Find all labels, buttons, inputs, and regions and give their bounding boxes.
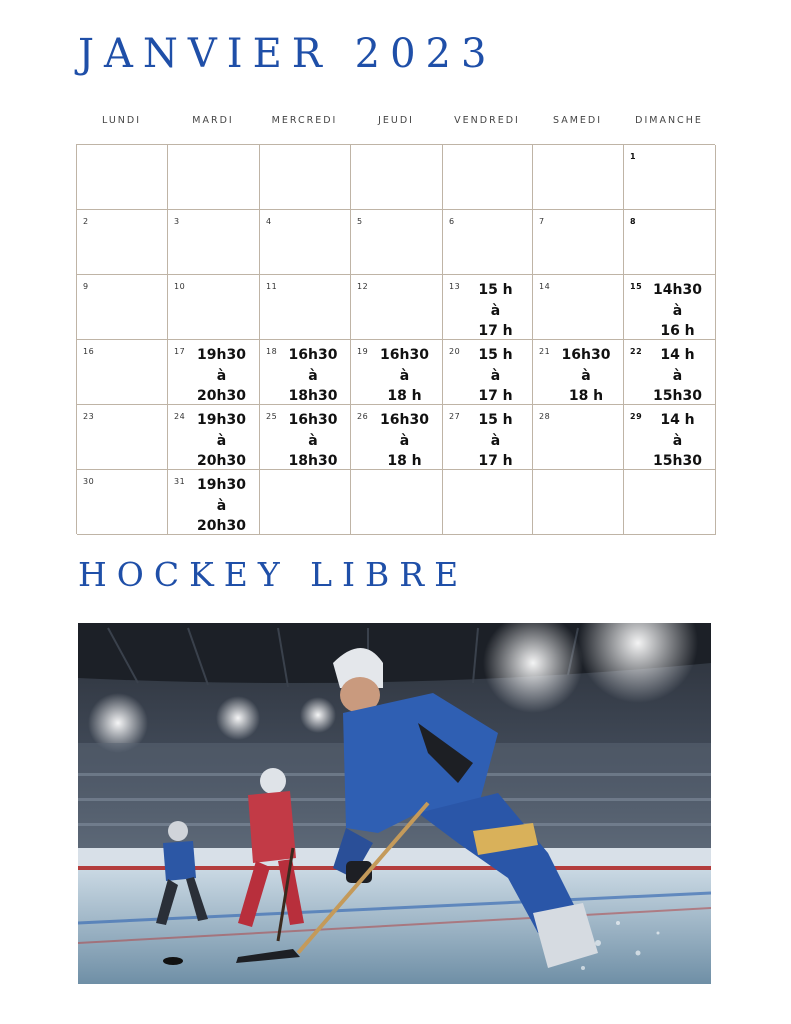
day-number: 10 [174, 282, 186, 291]
calendar-day-cell [260, 470, 351, 535]
day-number: 12 [357, 282, 369, 291]
day-number: 25 [266, 412, 278, 421]
day-number: 15 [630, 282, 643, 291]
session-time [459, 280, 532, 342]
day-number: 7 [539, 217, 545, 226]
calendar-day-cell [533, 470, 624, 535]
day-number: 30 [83, 477, 95, 486]
session-time-to: 18h30 [288, 388, 338, 404]
session-time-sep: à [399, 432, 410, 449]
session-time [184, 410, 259, 472]
day-number: 5 [357, 217, 363, 226]
day-number: 31 [174, 477, 186, 486]
calendar-day-cell [260, 145, 351, 210]
calendar-day-cell [624, 340, 716, 405]
day-number: 4 [266, 217, 272, 226]
day-number: 18 [266, 347, 278, 356]
session-time [459, 410, 532, 472]
calendar-day-cell [624, 275, 716, 340]
day-number: 26 [357, 412, 369, 421]
weekday-header: VENDREDI [454, 115, 520, 126]
calendar-day-cell [77, 340, 168, 405]
day-number: 6 [449, 217, 455, 226]
calendar-day-cell [443, 210, 533, 275]
calendar-day-cell [351, 275, 443, 340]
day-number: 11 [266, 282, 278, 291]
day-number: 1 [630, 152, 637, 161]
weekday-header: MERCREDI [271, 115, 338, 126]
session-time-from: 15 h [478, 347, 513, 363]
session-time-from: 14 h [660, 412, 695, 428]
weekday-header-row [76, 114, 715, 128]
session-time [459, 345, 532, 407]
hockey-photo [78, 623, 711, 984]
calendar-day-cell [533, 340, 624, 405]
calendar-day-cell [260, 340, 351, 405]
section-title: HOCKEY LIBRE [78, 555, 469, 594]
day-number: 9 [83, 282, 89, 291]
calendar-day-cell [77, 405, 168, 470]
page-title: JANVIER 2023 [78, 31, 497, 77]
session-time-sep: à [216, 497, 227, 514]
weekday-header: MARDI [192, 115, 234, 126]
calendar-day-cell [533, 405, 624, 470]
session-time-sep: à [308, 432, 318, 449]
session-time [640, 410, 715, 472]
calendar-day-cell [260, 405, 351, 470]
calendar-day-cell [168, 145, 260, 210]
session-time-to: 15h30 [653, 453, 702, 469]
session-time-to: 18h30 [288, 453, 338, 469]
calendar-day-cell [443, 340, 533, 405]
session-time-from: 15 h [478, 282, 513, 298]
calendar-day-cell [168, 470, 260, 535]
day-number: 29 [630, 412, 643, 421]
session-time-to: 17 h [478, 453, 513, 469]
day-number: 8 [630, 217, 637, 226]
session-time-from: 19h30 [197, 412, 246, 428]
session-time-to: 20h30 [197, 453, 246, 469]
weekday-header: LUNDI [102, 115, 141, 126]
session-time-from: 16h30 [561, 347, 611, 363]
session-time-to: 15h30 [653, 388, 702, 404]
weekday-header: JEUDI [378, 115, 414, 126]
session-time-sep: à [216, 432, 227, 449]
session-time-sep: à [672, 432, 683, 449]
session-time-sep: à [490, 432, 501, 449]
calendar-day-cell [260, 210, 351, 275]
session-time-sep: à [672, 302, 683, 319]
calendar-day-cell [351, 470, 443, 535]
calendar-day-cell [168, 405, 260, 470]
day-number: 24 [174, 412, 186, 421]
session-time-from: 19h30 [197, 477, 246, 493]
session-time [184, 475, 259, 537]
calendar-day-cell [624, 405, 716, 470]
calendar-day-cell [77, 470, 168, 535]
calendar-day-cell [443, 275, 533, 340]
session-time [276, 410, 350, 472]
calendar-day-cell [351, 210, 443, 275]
calendar-day-cell [168, 340, 260, 405]
calendar-day-cell [77, 145, 168, 210]
session-time-to: 20h30 [197, 518, 246, 534]
session-time-from: 16h30 [288, 347, 338, 363]
day-number: 16 [83, 347, 95, 356]
session-time-sep: à [672, 367, 683, 384]
calendar-day-cell [443, 145, 533, 210]
day-number: 2 [83, 217, 89, 226]
session-time-to: 20h30 [197, 388, 246, 404]
calendar-day-cell [624, 145, 716, 210]
calendar-day-cell [168, 210, 260, 275]
session-time-sep: à [399, 367, 410, 384]
calendar-day-cell [624, 210, 716, 275]
calendar-day-cell [624, 470, 716, 535]
session-time-to: 18 h [387, 388, 422, 404]
calendar-day-cell [533, 275, 624, 340]
calendar-day-cell [168, 275, 260, 340]
day-number: 13 [449, 282, 461, 291]
session-time-to: 18 h [568, 388, 604, 404]
calendar-grid [76, 144, 715, 534]
calendar-day-cell [77, 210, 168, 275]
session-time-from: 16h30 [380, 347, 429, 363]
session-time [367, 345, 442, 407]
weekday-header: DIMANCHE [635, 115, 703, 126]
session-time [549, 345, 623, 407]
session-time [640, 280, 715, 342]
day-number: 27 [449, 412, 461, 421]
weekday-header: SAMEDI [552, 115, 603, 126]
session-time-sep: à [308, 367, 318, 384]
calendar-day-cell [533, 210, 624, 275]
session-time-to: 17 h [478, 388, 513, 404]
session-time [276, 345, 350, 407]
calendar-day-cell [260, 275, 351, 340]
day-number: 21 [539, 347, 551, 356]
calendar-day-cell [443, 405, 533, 470]
calendar-day-cell [77, 275, 168, 340]
session-time-to: 17 h [478, 323, 513, 339]
calendar-day-cell [351, 145, 443, 210]
calendar-day-cell [351, 340, 443, 405]
calendar-day-cell [533, 145, 624, 210]
day-number: 22 [630, 347, 643, 356]
session-time-from: 14h30 [653, 282, 702, 298]
day-number: 23 [83, 412, 95, 421]
session-time-to: 18 h [387, 453, 422, 469]
session-time-to: 16 h [660, 323, 695, 339]
session-time-sep: à [490, 302, 501, 319]
session-time-from: 16h30 [380, 412, 429, 428]
day-number: 17 [174, 347, 186, 356]
session-time [640, 345, 715, 407]
day-number: 20 [449, 347, 461, 356]
session-time-sep: à [581, 367, 591, 384]
session-time-from: 14 h [660, 347, 695, 363]
day-number: 14 [539, 282, 551, 291]
calendar-day-cell [443, 470, 533, 535]
session-time-from: 15 h [478, 412, 513, 428]
session-time-from: 16h30 [288, 412, 338, 428]
session-time-sep: à [490, 367, 501, 384]
day-number: 19 [357, 347, 369, 356]
session-time-sep: à [216, 367, 227, 384]
day-number: 28 [539, 412, 551, 421]
day-number: 3 [174, 217, 180, 226]
calendar-day-cell [351, 405, 443, 470]
session-time-from: 19h30 [197, 347, 246, 363]
session-time [367, 410, 442, 472]
session-time [184, 345, 259, 407]
